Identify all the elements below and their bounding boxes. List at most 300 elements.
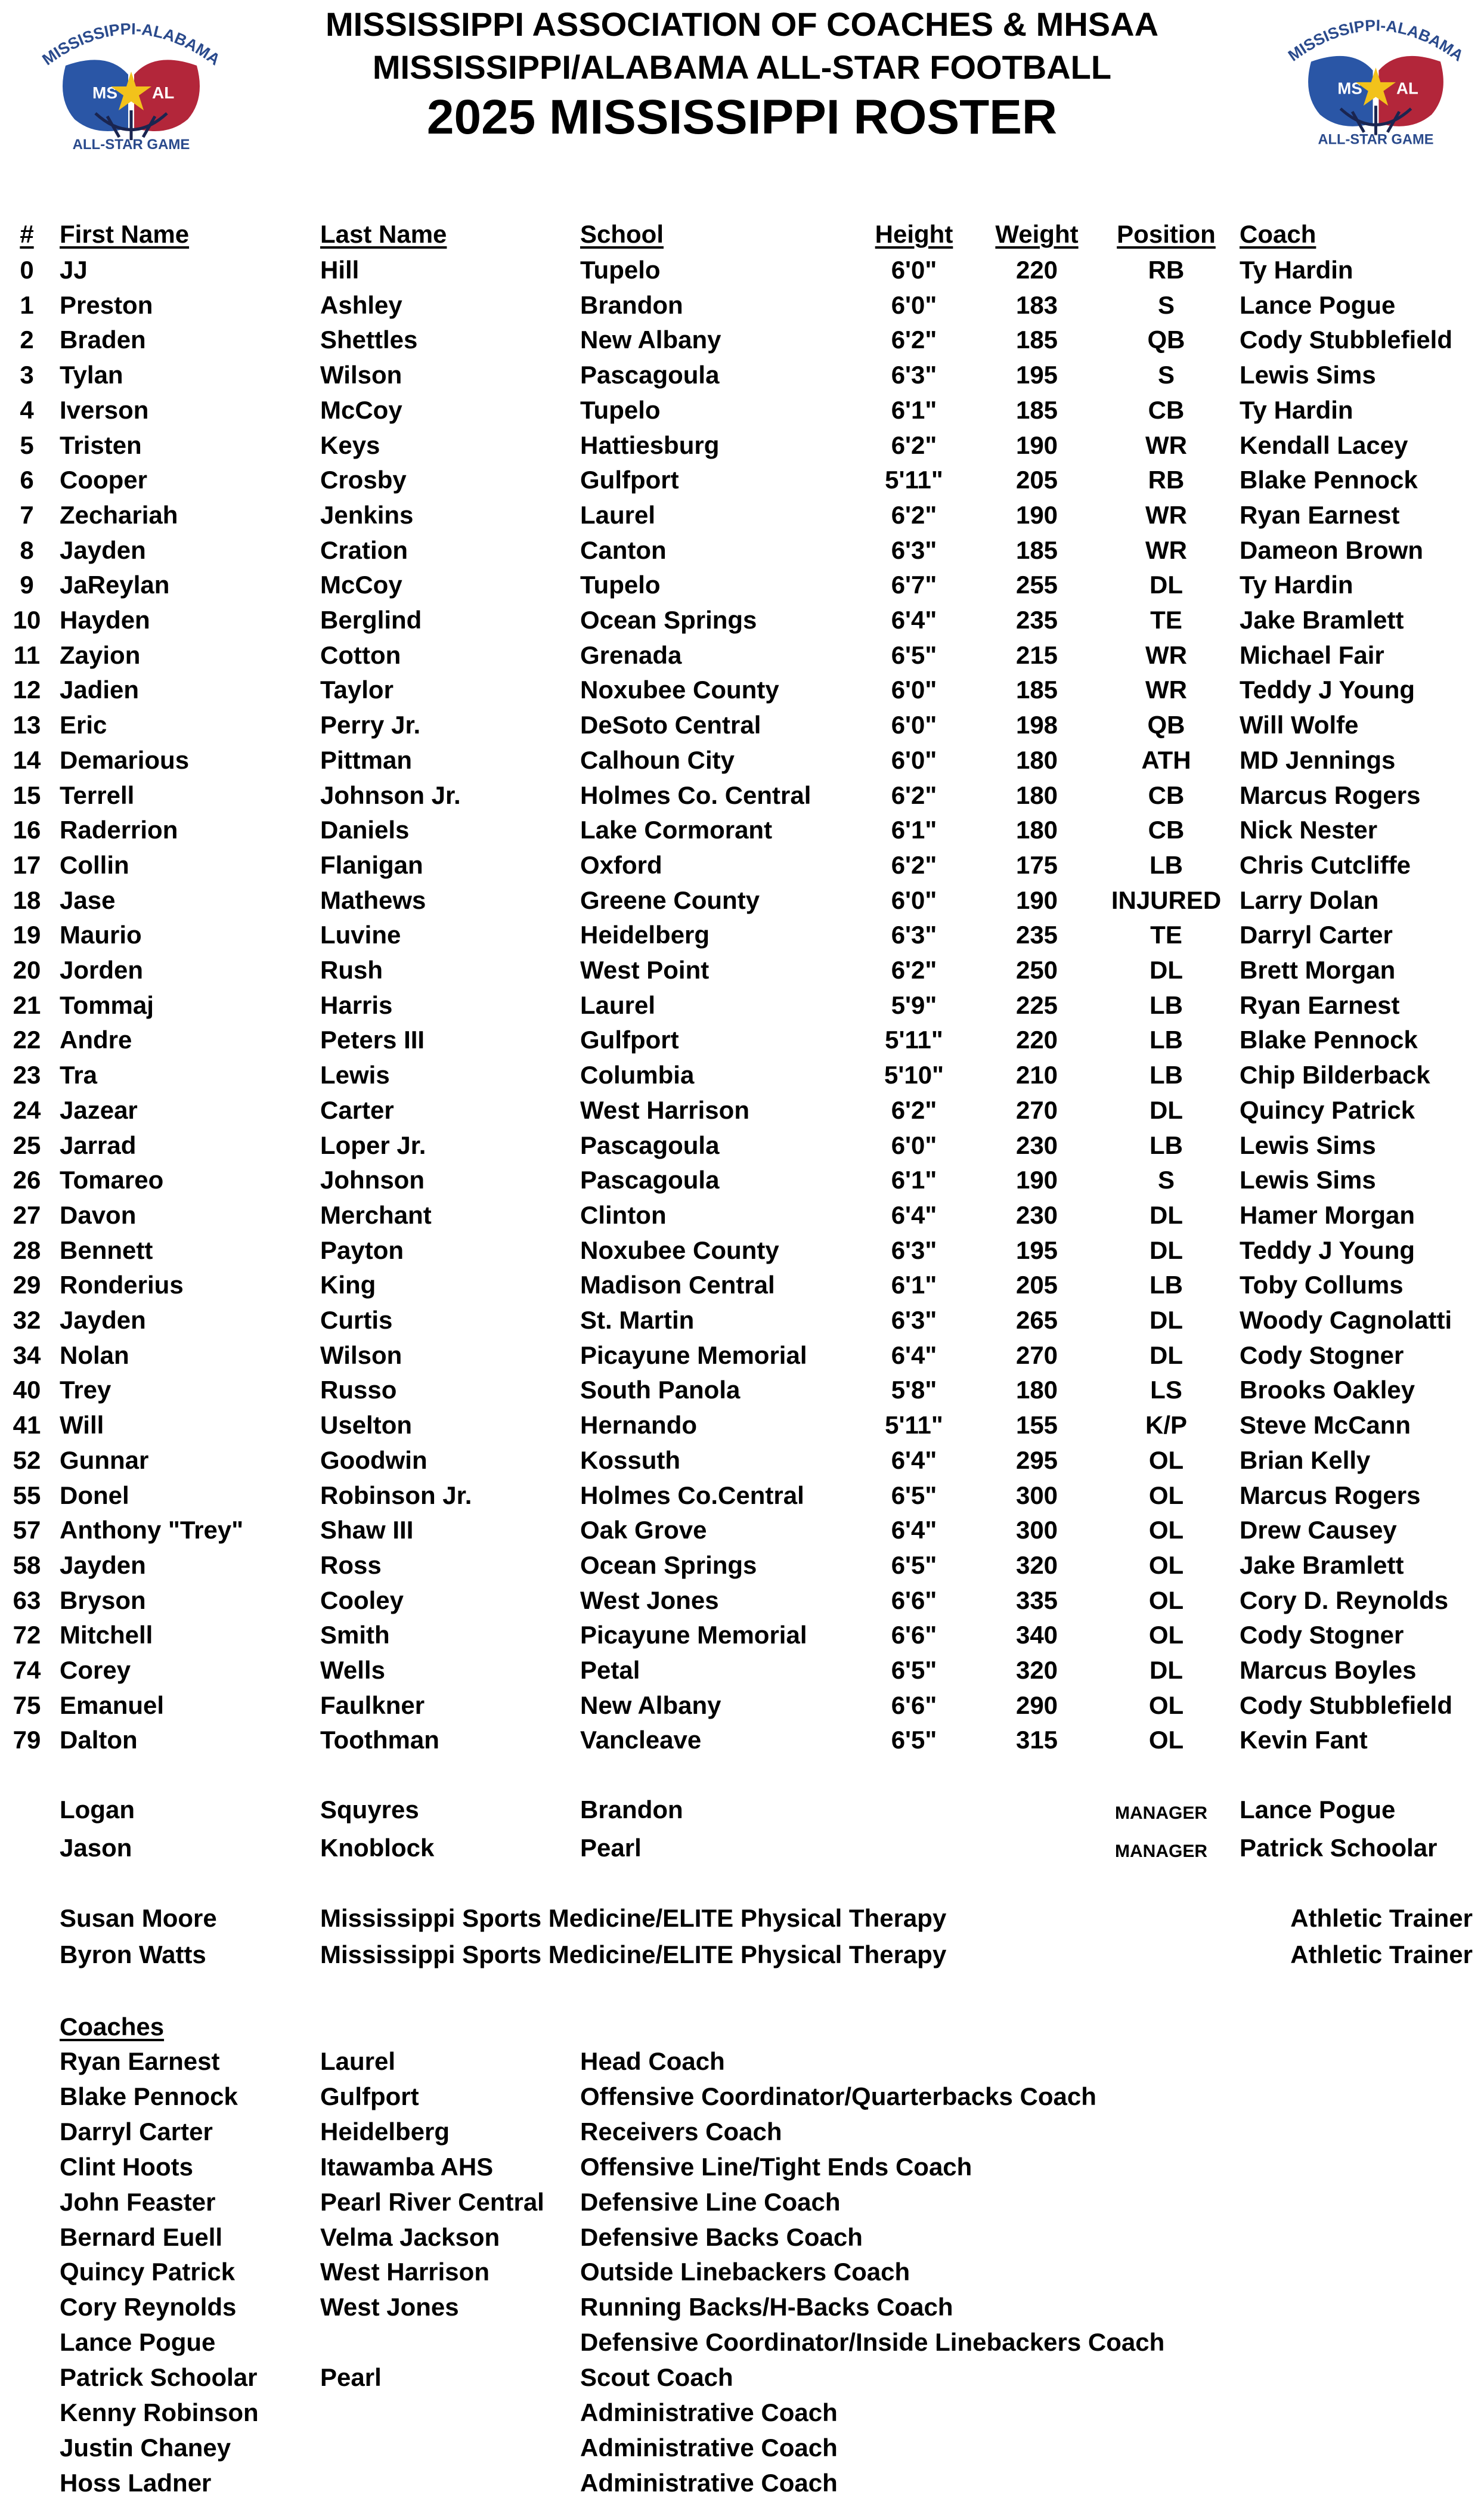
player-height: 6'0" <box>891 711 937 739</box>
player-number: 19 <box>13 921 41 949</box>
player-height: 6'0" <box>891 886 937 914</box>
player-coach: Nick Nester <box>1240 816 1378 844</box>
player-position: LB <box>1150 1061 1183 1089</box>
player-height: 5'10" <box>884 1061 944 1089</box>
column-header-last-name: Last Name <box>320 220 447 248</box>
player-height: 6'0" <box>891 745 937 774</box>
player-school: New Albany <box>580 326 721 354</box>
player-height: 6'6" <box>891 1621 937 1649</box>
player-coach: Marcus Boyles <box>1240 1656 1417 1684</box>
player-first-name: Jadien <box>60 676 140 704</box>
player-first-name: Anthony "Trey" <box>60 1516 244 1544</box>
player-coach: Cody Stogner <box>1240 1621 1404 1649</box>
player-first-name: Will <box>60 1411 104 1440</box>
player-height: 6'2" <box>891 500 937 529</box>
player-height: 6'4" <box>891 1341 937 1369</box>
player-last-name: Rush <box>320 956 383 984</box>
player-coach: Cody Stubblefield <box>1240 326 1452 354</box>
player-position: OL <box>1148 1481 1184 1509</box>
player-number: 15 <box>13 781 41 809</box>
column-header-height: Height <box>875 220 953 248</box>
coach-role: Running Backs/H-Backs Coach <box>580 2293 953 2321</box>
player-coach: Cody Stubblefield <box>1240 1691 1452 1719</box>
player-position: DL <box>1150 956 1183 984</box>
player-first-name: Jase <box>60 886 116 914</box>
player-weight: 183 <box>1015 290 1058 319</box>
manager-coach: Lance Pogue <box>1240 1796 1396 1824</box>
player-school: Pascagoula <box>580 361 720 389</box>
trainer-name: Byron Watts <box>60 1940 206 1968</box>
player-weight: 315 <box>1015 1726 1058 1754</box>
player-weight: 265 <box>1015 1306 1058 1334</box>
coach-school: Velma Jackson <box>320 2222 500 2251</box>
player-first-name: Braden <box>60 326 146 354</box>
trainer-organization: Mississippi Sports Medicine/ELITE Physical Therapy <box>320 1940 947 1968</box>
player-height: 6'2" <box>891 781 937 809</box>
player-weight: 335 <box>1015 1586 1058 1614</box>
player-school: Holmes Co.Central <box>580 1481 804 1509</box>
player-number: 6 <box>20 466 34 494</box>
player-coach: Michael Fair <box>1240 640 1384 669</box>
coach-school: Heidelberg <box>320 2117 450 2146</box>
player-position: LB <box>1150 850 1183 879</box>
column-header-first-name: First Name <box>60 220 190 248</box>
player-last-name: King <box>320 1271 376 1299</box>
player-last-name: Merchant <box>320 1200 432 1229</box>
manager-school: Brandon <box>580 1796 683 1824</box>
player-position: WR <box>1145 500 1187 529</box>
player-coach: Lewis Sims <box>1240 1166 1376 1194</box>
coach-school: Pearl River Central <box>320 2187 544 2216</box>
player-coach: Teddy J Young <box>1240 1236 1415 1264</box>
player-number: 21 <box>13 990 41 1019</box>
player-position: TE <box>1150 606 1182 634</box>
header-line-1: MISSISSIPPI ASSOCIATION OF COACHES & MHSAA <box>325 5 1159 43</box>
player-first-name: Eric <box>60 711 107 739</box>
player-position: ATH <box>1141 745 1191 774</box>
player-weight: 340 <box>1015 1621 1058 1649</box>
player-last-name: Berglind <box>320 606 422 634</box>
player-last-name: Carter <box>320 1095 394 1124</box>
player-height: 6'3" <box>891 535 937 564</box>
player-weight: 185 <box>1015 326 1058 354</box>
player-position: OL <box>1148 1445 1184 1474</box>
trainer-name: Susan Moore <box>60 1904 217 1932</box>
al-helmet-icon <box>134 60 200 131</box>
player-number: 26 <box>13 1166 41 1194</box>
player-last-name: Loper Jr. <box>320 1131 426 1159</box>
player-number: 25 <box>13 1131 41 1159</box>
player-first-name: Tristen <box>60 431 142 459</box>
player-position: QB <box>1147 711 1185 739</box>
player-coach: Dameon Brown <box>1240 535 1424 564</box>
column-header-number: # <box>20 220 34 248</box>
player-weight: 210 <box>1015 1061 1058 1089</box>
player-height: 6'1" <box>891 395 937 424</box>
player-coach: Kendall Lacey <box>1240 431 1408 459</box>
player-height: 6'2" <box>891 956 937 984</box>
coaches-heading: Coaches <box>60 2013 165 2041</box>
player-weight: 180 <box>1015 745 1058 774</box>
player-coach: Brett Morgan <box>1240 956 1396 984</box>
player-position: OL <box>1148 1726 1184 1754</box>
player-first-name: Tomareo <box>60 1166 164 1194</box>
coach-name: Kenny Robinson <box>60 2398 259 2426</box>
manager-first-name: Jason <box>60 1834 132 1862</box>
trainer-role: Athletic Trainer <box>1290 1940 1473 1968</box>
player-first-name: Ronderius <box>60 1271 184 1299</box>
player-first-name: Nolan <box>60 1341 129 1369</box>
player-first-name: JaReylan <box>60 571 170 599</box>
coach-school: Itawamba AHS <box>320 2152 494 2181</box>
player-school: West Jones <box>580 1586 719 1614</box>
player-weight: 300 <box>1015 1481 1058 1509</box>
player-number: 23 <box>13 1061 41 1089</box>
player-coach: Marcus Rogers <box>1240 781 1421 809</box>
player-number: 4 <box>20 395 34 424</box>
player-position: DL <box>1150 1656 1183 1684</box>
player-first-name: JJ <box>60 256 88 284</box>
player-weight: 185 <box>1015 676 1058 704</box>
player-school: Tupelo <box>580 395 661 424</box>
page-title: 2025 MISSISSIPPI ROSTER <box>426 90 1058 144</box>
player-school: Hattiesburg <box>580 431 720 459</box>
player-school: Greene County <box>580 886 760 914</box>
player-number: 2 <box>20 326 34 354</box>
player-height: 6'0" <box>891 676 937 704</box>
player-first-name: Trey <box>60 1376 111 1404</box>
player-school: DeSoto Central <box>580 711 761 739</box>
player-first-name: Corey <box>60 1656 131 1684</box>
manager-label: MANAGER <box>1115 1803 1207 1823</box>
player-weight: 225 <box>1015 990 1058 1019</box>
player-first-name: Preston <box>60 290 153 319</box>
manager-label: MANAGER <box>1115 1841 1207 1861</box>
coach-name: Darryl Carter <box>60 2117 213 2146</box>
coach-school: Pearl <box>320 2363 382 2392</box>
player-number: 1 <box>20 290 34 319</box>
player-height: 6'4" <box>891 1516 937 1544</box>
player-school: Calhoun City <box>580 745 735 774</box>
player-number: 32 <box>13 1306 41 1334</box>
player-coach: Lewis Sims <box>1240 361 1376 389</box>
player-coach: Blake Pennock <box>1240 1026 1418 1054</box>
player-first-name: Dalton <box>60 1726 138 1754</box>
player-number: 20 <box>13 956 41 984</box>
player-coach: Cory D. Reynolds <box>1240 1586 1449 1614</box>
player-first-name: Jayden <box>60 1550 146 1579</box>
player-school: Oxford <box>580 850 662 879</box>
player-first-name: Demarious <box>60 745 190 774</box>
player-coach: Drew Causey <box>1240 1516 1397 1544</box>
coach-school: West Harrison <box>320 2258 489 2286</box>
player-number: 57 <box>13 1516 41 1544</box>
svg-text:MS: MS <box>92 83 117 102</box>
player-first-name: Andre <box>60 1026 132 1054</box>
player-school: Gulfport <box>580 1026 679 1054</box>
player-number: 55 <box>13 1481 41 1509</box>
player-last-name: Ashley <box>320 290 402 319</box>
player-weight: 250 <box>1015 956 1058 984</box>
player-number: 79 <box>13 1726 41 1754</box>
player-number: 0 <box>20 256 34 284</box>
player-position: TE <box>1150 921 1182 949</box>
ms-helmet-icon <box>1308 56 1373 126</box>
player-coach: Kevin Fant <box>1240 1726 1368 1754</box>
player-coach: Ty Hardin <box>1240 571 1353 599</box>
player-first-name: Terrell <box>60 781 135 809</box>
player-weight: 155 <box>1015 1411 1058 1440</box>
player-school: Ocean Springs <box>580 1550 757 1579</box>
player-last-name: Faulkner <box>320 1691 425 1719</box>
coach-role: Outside Linebackers Coach <box>580 2258 910 2286</box>
player-school: St. Martin <box>580 1306 695 1334</box>
player-last-name: Cooley <box>320 1586 404 1614</box>
player-number: 10 <box>13 606 41 634</box>
player-school: Heidelberg <box>580 921 710 949</box>
player-position: K/P <box>1145 1411 1188 1440</box>
manager-last-name: Knoblock <box>320 1834 435 1862</box>
player-school: Brandon <box>580 290 683 319</box>
logo-bottom-text: ALL-STAR GAME <box>72 137 190 152</box>
player-number: 58 <box>13 1550 41 1579</box>
player-position: LS <box>1150 1376 1182 1404</box>
player-coach: Steve McCann <box>1240 1411 1411 1440</box>
player-height: 6'1" <box>891 1271 937 1299</box>
player-coach: Blake Pennock <box>1240 466 1418 494</box>
player-last-name: Payton <box>320 1236 404 1264</box>
player-coach: Ty Hardin <box>1240 256 1353 284</box>
player-number: 52 <box>13 1445 41 1474</box>
player-first-name: Davon <box>60 1200 137 1229</box>
player-position: LB <box>1150 1271 1183 1299</box>
column-header-weight: Weight <box>995 220 1079 248</box>
player-last-name: Keys <box>320 431 380 459</box>
player-position: DL <box>1150 1236 1183 1264</box>
player-height: 6'2" <box>891 850 937 879</box>
all-star-logo-right <box>1270 5 1482 148</box>
player-last-name: Daniels <box>320 816 410 844</box>
player-school: Tupelo <box>580 256 661 284</box>
player-weight: 235 <box>1015 606 1058 634</box>
coach-role: Administrative Coach <box>580 2398 838 2426</box>
player-school: Picayune Memorial <box>580 1341 807 1369</box>
player-position: CB <box>1148 395 1185 424</box>
player-last-name: Wilson <box>320 361 402 389</box>
coach-school: West Jones <box>320 2293 459 2321</box>
player-weight: 205 <box>1015 1271 1058 1299</box>
player-weight: 255 <box>1015 571 1058 599</box>
player-first-name: Tra <box>60 1061 98 1089</box>
coach-role: Defensive Backs Coach <box>580 2222 863 2251</box>
player-position: DL <box>1150 1306 1183 1334</box>
player-position: LB <box>1150 990 1183 1019</box>
player-position: DL <box>1150 1200 1183 1229</box>
player-school: Kossuth <box>580 1445 680 1474</box>
player-school: Lake Cormorant <box>580 816 773 844</box>
player-weight: 270 <box>1015 1095 1058 1124</box>
player-number: 63 <box>13 1586 41 1614</box>
player-last-name: Uselton <box>320 1411 413 1440</box>
player-weight: 180 <box>1015 816 1058 844</box>
player-position: WR <box>1145 535 1187 564</box>
player-position: OL <box>1148 1516 1184 1544</box>
player-school: Columbia <box>580 1061 695 1089</box>
player-coach: Chris Cutcliffe <box>1240 850 1411 879</box>
player-height: 6'1" <box>891 816 937 844</box>
player-weight: 290 <box>1015 1691 1058 1719</box>
player-school: Laurel <box>580 500 656 529</box>
player-position: OL <box>1148 1691 1184 1719</box>
player-last-name: Hill <box>320 256 360 284</box>
player-school: Noxubee County <box>580 1236 779 1264</box>
player-coach: Jake Bramlett <box>1240 606 1404 634</box>
player-last-name: Pittman <box>320 745 413 774</box>
player-number: 18 <box>13 886 41 914</box>
player-position: OL <box>1148 1586 1184 1614</box>
player-last-name: Jenkins <box>320 500 414 529</box>
player-last-name: Cration <box>320 535 408 564</box>
player-coach: Brian Kelly <box>1240 1445 1371 1474</box>
player-position: DL <box>1150 571 1183 599</box>
player-first-name: Emanuel <box>60 1691 165 1719</box>
player-weight: 295 <box>1015 1445 1058 1474</box>
coach-name: Hoss Ladner <box>60 2468 212 2497</box>
player-position: QB <box>1147 326 1185 354</box>
player-last-name: Russo <box>320 1376 397 1404</box>
manager-last-name: Squyres <box>320 1796 419 1824</box>
player-position: LB <box>1150 1131 1183 1159</box>
logo-top-text: MISSISSIPPI-ALABAMA <box>1284 16 1467 65</box>
player-position: RB <box>1148 256 1185 284</box>
player-last-name: Toothman <box>320 1726 439 1754</box>
player-height: 5'11" <box>885 1411 943 1440</box>
player-coach: Ty Hardin <box>1240 395 1353 424</box>
player-first-name: Tylan <box>60 361 123 389</box>
player-last-name: Shaw III <box>320 1516 414 1544</box>
player-school: South Panola <box>580 1376 741 1404</box>
player-number: 13 <box>13 711 41 739</box>
player-height: 6'0" <box>891 290 937 319</box>
coach-role: Defensive Coordinator/Inside Linebackers Coach <box>580 2328 1165 2357</box>
player-position: WR <box>1145 431 1187 459</box>
player-height: 6'2" <box>891 431 937 459</box>
player-weight: 300 <box>1015 1516 1058 1544</box>
player-coach: Ryan Earnest <box>1240 500 1400 529</box>
player-school: Oak Grove <box>580 1516 707 1544</box>
player-height: 5'9" <box>891 990 937 1019</box>
manager-first-name: Logan <box>60 1796 135 1824</box>
player-first-name: Jayden <box>60 1306 146 1334</box>
player-weight: 180 <box>1015 1376 1058 1404</box>
player-last-name: McCoy <box>320 571 402 599</box>
player-height: 6'5" <box>891 1656 937 1684</box>
player-height: 6'5" <box>891 1481 937 1509</box>
coach-name: Bernard Euell <box>60 2222 223 2251</box>
player-last-name: Crosby <box>320 466 407 494</box>
coach-role: Administrative Coach <box>580 2468 838 2497</box>
player-height: 6'4" <box>891 1200 937 1229</box>
player-weight: 220 <box>1015 256 1058 284</box>
player-weight: 185 <box>1015 395 1058 424</box>
al-helmet-icon <box>1378 56 1443 126</box>
player-height: 6'2" <box>891 1095 937 1124</box>
player-last-name: Luvine <box>320 921 401 949</box>
player-height: 6'4" <box>891 606 937 634</box>
player-position: WR <box>1145 676 1187 704</box>
player-height: 6'7" <box>891 571 937 599</box>
player-height: 6'0" <box>891 256 937 284</box>
player-height: 6'3" <box>891 921 937 949</box>
player-last-name: Peters III <box>320 1026 425 1054</box>
manager-school: Pearl <box>580 1834 642 1862</box>
player-first-name: Gunnar <box>60 1445 149 1474</box>
header-line-2: MISSISSIPPI/ALABAMA ALL-STAR FOOTBALL <box>372 48 1112 86</box>
player-first-name: Collin <box>60 850 129 879</box>
player-coach: Hamer Morgan <box>1240 1200 1415 1229</box>
ms-helmet-icon <box>63 60 128 131</box>
player-weight: 190 <box>1015 431 1058 459</box>
player-number: 12 <box>13 676 41 704</box>
player-position: DL <box>1150 1341 1183 1369</box>
player-weight: 195 <box>1015 361 1058 389</box>
player-weight: 190 <box>1015 886 1058 914</box>
player-height: 6'5" <box>891 640 937 669</box>
player-number: 17 <box>13 850 41 879</box>
player-coach: Cody Stogner <box>1240 1341 1404 1369</box>
player-weight: 185 <box>1015 535 1058 564</box>
player-school: Vancleave <box>580 1726 702 1754</box>
player-coach: Toby Collums <box>1240 1271 1404 1299</box>
player-first-name: Raderrion <box>60 816 178 844</box>
player-school: Laurel <box>580 990 656 1019</box>
player-position: WR <box>1145 640 1187 669</box>
player-number: 7 <box>20 500 34 529</box>
player-position: S <box>1157 290 1175 319</box>
player-height: 6'6" <box>891 1586 937 1614</box>
player-coach: Brooks Oakley <box>1240 1376 1415 1404</box>
player-weight: 198 <box>1015 711 1058 739</box>
coach-role: Defensive Line Coach <box>580 2187 841 2216</box>
player-height: 6'3" <box>891 1236 937 1264</box>
player-first-name: Zechariah <box>60 500 178 529</box>
player-last-name: Wilson <box>320 1341 402 1369</box>
player-number: 40 <box>13 1376 41 1404</box>
player-height: 6'4" <box>891 1445 937 1474</box>
player-weight: 230 <box>1015 1200 1058 1229</box>
player-height: 6'5" <box>891 1726 937 1754</box>
coach-role: Head Coach <box>580 2047 725 2075</box>
coach-name: Lance Pogue <box>60 2328 216 2357</box>
player-height: 6'0" <box>891 1131 937 1159</box>
player-position: DL <box>1150 1095 1183 1124</box>
player-number: 28 <box>13 1236 41 1264</box>
player-last-name: Perry Jr. <box>320 711 421 739</box>
coach-role: Receivers Coach <box>580 2117 782 2146</box>
player-number: 8 <box>20 535 34 564</box>
player-last-name: Curtis <box>320 1306 393 1334</box>
player-weight: 320 <box>1015 1656 1058 1684</box>
coach-school: Gulfport <box>320 2082 419 2110</box>
player-first-name: Bryson <box>60 1586 146 1614</box>
player-coach: Teddy J Young <box>1240 676 1415 704</box>
player-height: 6'3" <box>891 1306 937 1334</box>
player-height: 6'6" <box>891 1691 937 1719</box>
player-coach: Quincy Patrick <box>1240 1095 1415 1124</box>
svg-text:MS: MS <box>1337 79 1362 98</box>
player-coach: MD Jennings <box>1240 745 1396 774</box>
player-height: 6'3" <box>891 361 937 389</box>
